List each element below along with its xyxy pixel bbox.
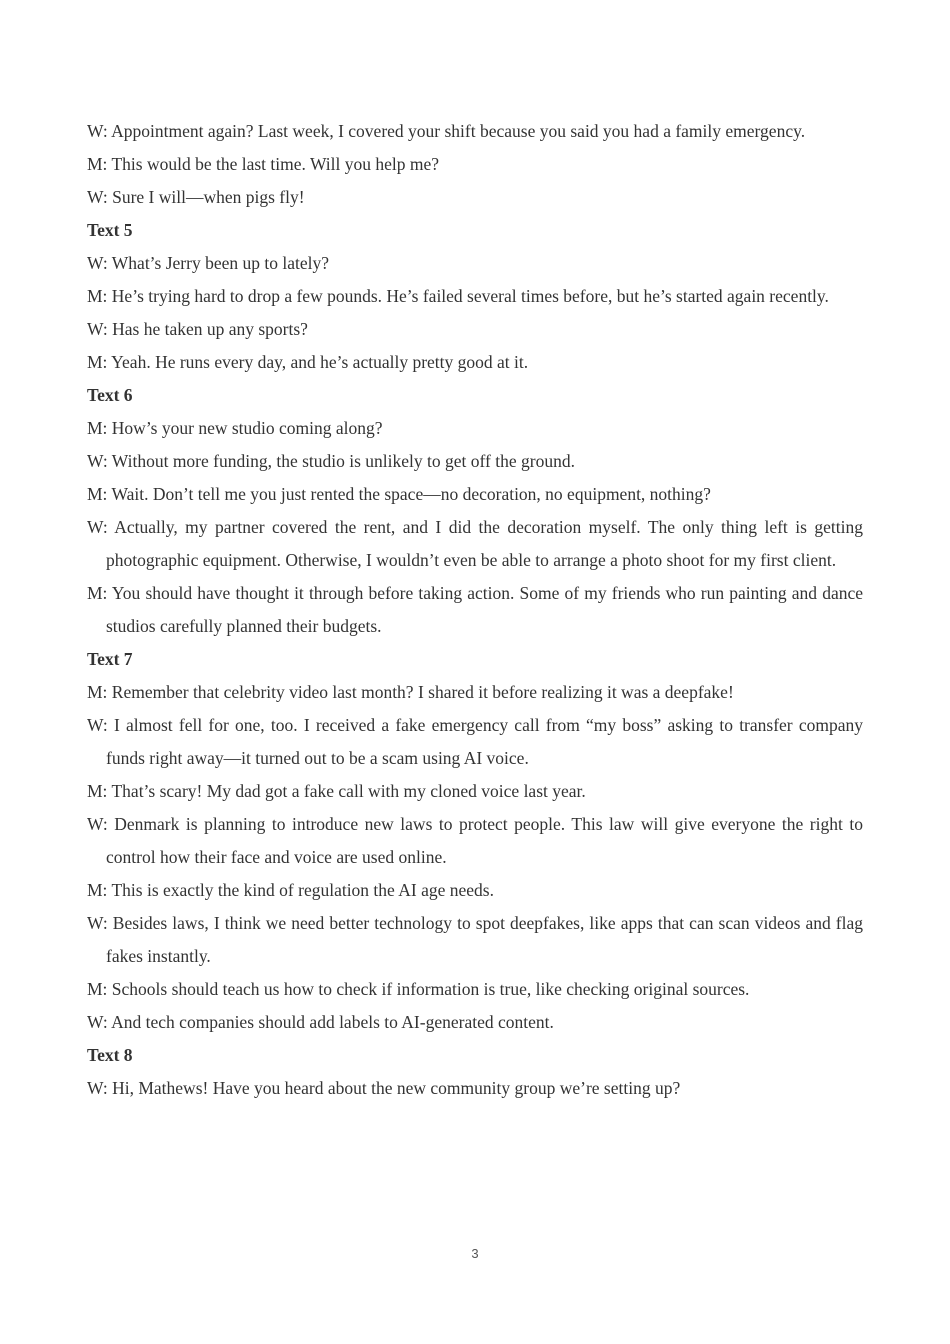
section-heading-text-7: Text 7	[87, 649, 133, 669]
dialogue-line: W: Actually, my partner covered the rent, and I did the decoration myself. The only thing left is getting photographic equipment. Otherwise, I wouldn’t even be able to arrange a photo shoot for my first client.	[87, 517, 863, 570]
section-heading-text-5: Text 5	[87, 220, 133, 240]
dialogue-line: M: You should have thought it through before taking action. Some of my friends who run painting and dance studios carefully planned their budgets.	[87, 583, 863, 636]
section-heading-text-8: Text 8	[87, 1045, 133, 1065]
dialogue-line: W: I almost fell for one, too. I received a fake emergency call from “my boss” asking to transfer company funds right away—it turned out to be a scam using AI voice.	[87, 715, 863, 768]
dialogue-line: M: This is exactly the kind of regulation the AI age needs.	[87, 880, 494, 900]
dialogue-line: M: That’s scary! My dad got a fake call with my cloned voice last year.	[87, 781, 586, 801]
page-number: 3	[471, 1246, 479, 1261]
dialogue-line: W: Denmark is planning to introduce new laws to protect people. This law will give everyone the right to control how their face and voice are used online.	[87, 814, 863, 867]
dialogue-line: W: Without more funding, the studio is unlikely to get off the ground.	[87, 451, 575, 471]
dialogue-line: M: Yeah. He runs every day, and he’s actually pretty good at it.	[87, 352, 529, 372]
dialogue-line: M: He’s trying hard to drop a few pounds. He’s failed several times before, but he’s started again recently.	[87, 286, 829, 306]
transcript-body	[87, 115, 863, 1105]
dialogue-line: W: Appointment again? Last week, I covered your shift because you said you had a family emergency.	[87, 121, 806, 141]
dialogue-line: W: Besides laws, I think we need better technology to spot deepfakes, like apps that can scan videos and flag fakes instantly.	[87, 913, 863, 966]
dialogue-line: M: Schools should teach us how to check if information is true, like checking original sources.	[87, 979, 750, 999]
dialogue-line: W: Has he taken up any sports?	[87, 319, 308, 339]
dialogue-line: W: Hi, Mathews! Have you heard about the new community group we’re setting up?	[87, 1078, 681, 1098]
dialogue-line: M: This would be the last time. Will you help me?	[87, 154, 440, 174]
dialogue-line: M: How’s your new studio coming along?	[87, 418, 383, 438]
dialogue-line: M: Wait. Don’t tell me you just rented the space—no decoration, no equipment, nothing?	[87, 484, 711, 504]
dialogue-line: W: And tech companies should add labels to AI-generated content.	[87, 1012, 554, 1032]
section-heading-text-6: Text 6	[87, 385, 133, 405]
dialogue-line: M: Remember that celebrity video last month? I shared it before realizing it was a deepfake!	[87, 682, 734, 702]
dialogue-line: W: What’s Jerry been up to lately?	[87, 253, 330, 273]
dialogue-line: W: Sure I will—when pigs fly!	[87, 187, 305, 207]
